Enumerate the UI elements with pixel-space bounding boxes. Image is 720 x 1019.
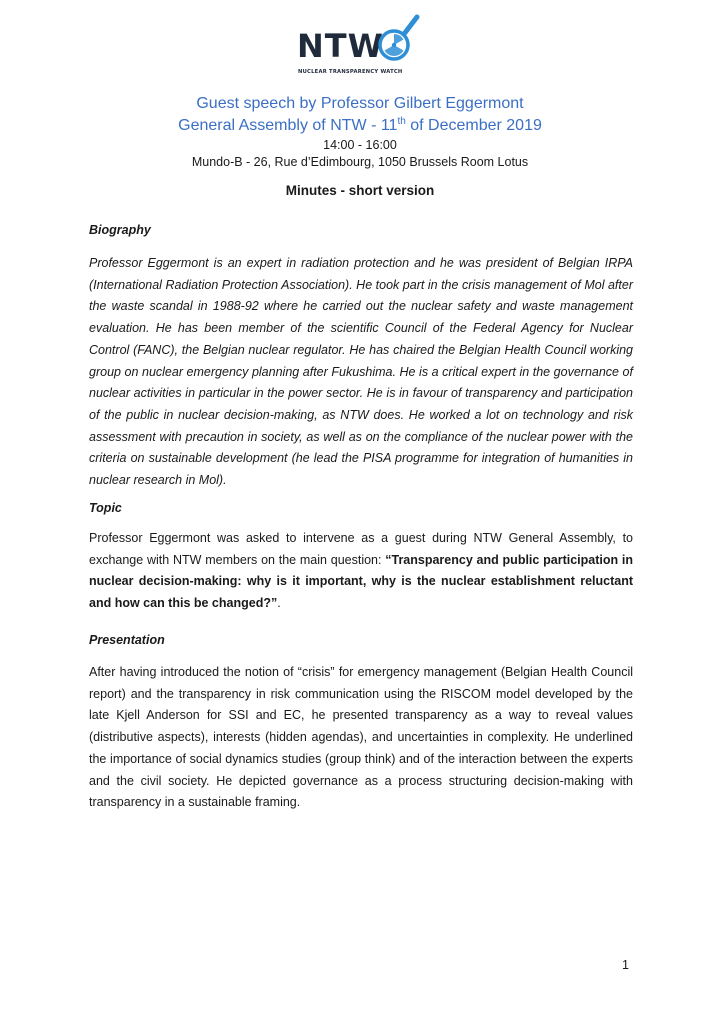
minutes-heading: Minutes - short version <box>285 183 435 198</box>
magnifier-radiation-icon <box>373 14 423 69</box>
subtitle-post: of December 2019 <box>405 117 542 134</box>
meeting-time: 14:00 - 16:00 <box>323 138 397 152</box>
presentation-text: After having introduced the notion of “crisis” for emergency management (Belgian Health Council report) and the transparency in risk communication using the RISCOM model developed by the late Kjell Anderson for SSI and EC, he presented transparency as a way to reveal values (distributive aspects), interests (hidden agendas), and uncertainties in complexity. He underlined the importance of social dynamics studies (group think) and of the interaction between the experts and the civil society. He depicted governance as a process structuring decision-making with transparency in a sustainable framing. <box>89 665 633 810</box>
page-number: 1 <box>622 958 629 972</box>
meeting-location: Mundo-B - 26, Rue d’Edimbourg, 1050 Brussels Room Lotus <box>191 155 529 169</box>
presentation-heading: Presentation <box>89 633 165 647</box>
ordinal-suffix: th <box>397 116 406 127</box>
document-subtitle <box>0 116 720 136</box>
ntw-logo <box>297 14 425 80</box>
logo-subtitle: NUCLEAR TRANSPARENCY WATCH <box>298 69 403 75</box>
document-title: Guest speech by Professor Gilbert Eggermont <box>196 95 524 112</box>
topic-heading: Topic <box>89 501 122 515</box>
topic-text-intro: Professor Eggermont was asked to intervene as a guest during NTW General Assembly, to exchange with NTW members on the main question: <box>89 531 633 567</box>
topic-text <box>89 528 633 615</box>
topic-question: “Transparency and public participation in nuclear decision-making: why is it important, why is the nuclear establishment reluctant and how can this be changed?” <box>89 552 634 611</box>
topic-text-end: . <box>277 596 281 611</box>
biography-text: Professor Eggermont is an expert in radiation protection and he was president of Belgian IRPA (International Radiation Protection Association). He took part in the crisis management of Mol after the waste scandal in 1988-92 where he carried out the nuclear safety and waste management evaluation. He has been member of the scientific Council of the Federal Agency for Nuclear Control (FANC), the Belgian nuclear regulator. He has chaired the Belgian Health Council working group on nuclear emergency planning after Fukushima. He is a critical expert in the governance of nuclear activities in particular in the power sector. He is in favour of transparency and participation of the public in nuclear decision-making, as NTW does. He worked a lot on technology and risk assessment with precaution in society, as well as on the compliance of the nuclear power with the criteria on sustainable development (he lead the PISA programme for integration of humanities in nuclear research in Mol). <box>89 256 633 488</box>
biography-heading: Biography <box>89 223 151 237</box>
subtitle-pre: General Assembly of NTW - 11 <box>178 117 398 134</box>
logo-wordmark: NTW <box>297 27 384 65</box>
